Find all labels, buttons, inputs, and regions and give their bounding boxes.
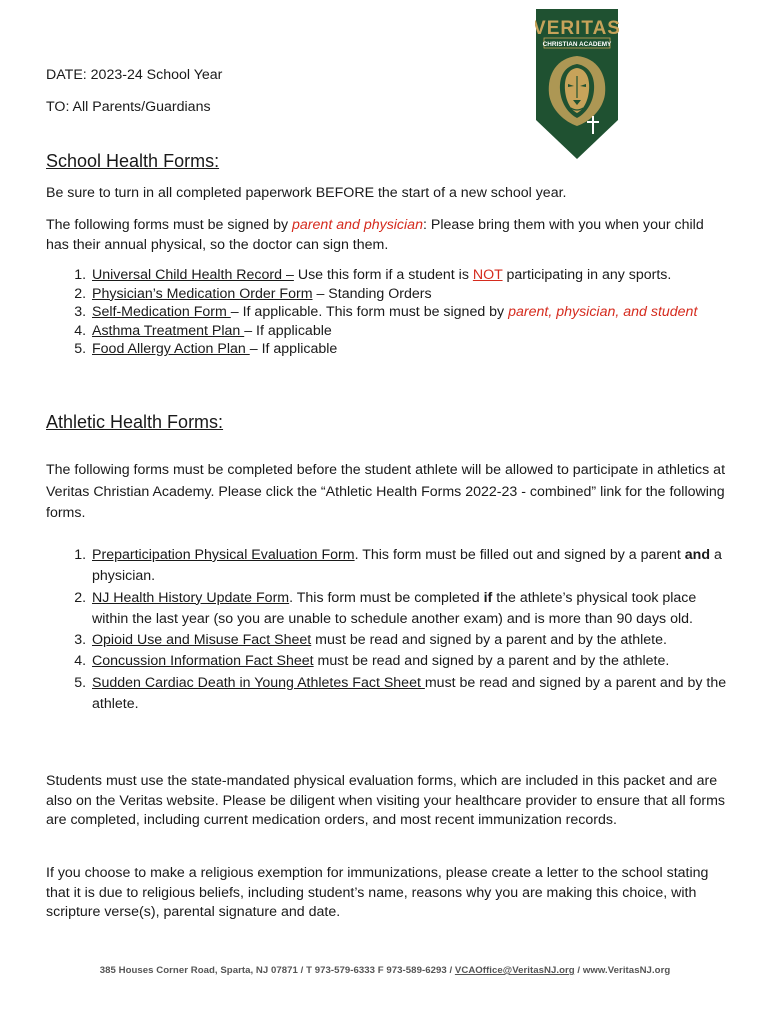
school-intro: Be sure to turn in all completed paperwork BEFORE the start of a new school year. xyxy=(46,185,567,201)
link-asthma-treatment-plan[interactable]: Asthma Treatment Plan xyxy=(92,322,245,339)
athletic-forms-list xyxy=(46,545,736,715)
email-link[interactable]: VCAOffice@VeritasNJ.org xyxy=(454,965,575,976)
athletic-health-heading: Athletic Health Forms: xyxy=(46,412,224,432)
list-item: 4. Asthma Treatment Plan – If applicable xyxy=(90,322,736,341)
religious-exemption-paragraph: If you choose to make a religious exemption for immunizations, please create a letter to the school stating that it is due to religious beliefs, including student’s name, reasons why you are making this choice, with scripture verse(s), parental signature and date. xyxy=(46,865,709,920)
school-signature-paragraph: The following forms must be signed by parent and physician: Please bring them with you when your child has their annual physical, so the doctor can sign them. xyxy=(46,217,704,253)
list-item: 2. Physician’s Medication Order Form – Standing Orders xyxy=(90,285,736,304)
link-physician-medication-order[interactable]: Physician’s Medication Order Form xyxy=(92,285,313,302)
logo-subtitle: CHRISTIAN ACADEMY xyxy=(542,41,612,48)
list-item: 4. Concussion Information Fact Sheet must be read and signed by a parent and by the athlete. xyxy=(90,651,736,672)
link-universal-child-health-record[interactable]: Universal Child Health Record – xyxy=(92,267,294,283)
list-item: 1. Universal Child Health Record – Use this form if a student is NOT participating in any sports. xyxy=(90,266,736,285)
link-self-medication-form[interactable]: Self-Medication Form xyxy=(92,304,231,320)
lion-shield-icon xyxy=(535,8,619,160)
emphasis-not: NOT xyxy=(472,267,503,283)
link-opioid-fact-sheet[interactable]: Opioid Use and Misuse Fact Sheet xyxy=(92,632,312,649)
list-item: 3. Self-Medication Form – If applicable. This form must be signed by parent, physician, and student xyxy=(90,303,736,322)
school-logo xyxy=(535,8,619,160)
link-food-allergy-action-plan[interactable]: Food Allergy Action Plan xyxy=(92,341,250,357)
website-link[interactable]: www.VeritasNJ.org xyxy=(582,965,671,976)
school-forms-list xyxy=(46,266,736,359)
school-health-heading: School Health Forms: xyxy=(46,151,220,171)
link-concussion-fact-sheet[interactable]: Concussion Information Fact Sheet xyxy=(92,653,314,670)
list-item: 5. Sudden Cardiac Death in Young Athletes Fact Sheet must be read and signed by a parent and by the athlete. xyxy=(90,673,736,716)
list-item: 2. NJ Health History Update Form. This form must be completed if the athlete’s physical took place within the last year (so you are unable to schedule another exam) and is more than 90 days old. xyxy=(90,588,736,631)
state-forms-paragraph: Students must use the state-mandated physical evaluation forms, which are included in this packet and are also on the Veritas website. Please be diligent when visiting your healthcare provider to ensure that all forms are completed, including current medication orders, and most recent immunization records. xyxy=(46,773,726,828)
list-item: 5. Food Allergy Action Plan – If applicable xyxy=(90,340,736,359)
list-item: 1. Preparticipation Physical Evaluation Form. This form must be filled out and signed by a parent and a physician. xyxy=(90,545,736,588)
logo-name: VERITAS xyxy=(535,18,619,39)
highlight-parent-physician: parent and physician xyxy=(292,217,423,233)
recipient-line: TO: All Parents/Guardians xyxy=(46,99,211,115)
link-sudden-cardiac-death-fact-sheet[interactable]: Sudden Cardiac Death in Young Athletes Fact Sheet xyxy=(92,674,425,691)
athletic-intro: The following forms must be completed before the student athlete will be allowed to participate in athletics at Veritas Christian Academy. Please click the “Athletic Health Forms 2022-23 - combined” link for the following forms. xyxy=(46,462,726,521)
link-nj-health-history-update[interactable]: NJ Health History Update Form xyxy=(92,589,290,606)
list-item: 3. Opioid Use and Misuse Fact Sheet must be read and signed by a parent and by the athlete. xyxy=(90,630,736,651)
date-line: DATE: 2023-24 School Year xyxy=(46,67,223,83)
link-preparticipation-physical[interactable]: Preparticipation Physical Evaluation Form xyxy=(92,547,355,563)
footer-contact: 385 Houses Corner Road, Sparta, NJ 07871 / T 973-579-6333 F 973-589-6293 / VCAOffice@VeritasNJ.org / www.VeritasNJ.org xyxy=(99,965,671,976)
